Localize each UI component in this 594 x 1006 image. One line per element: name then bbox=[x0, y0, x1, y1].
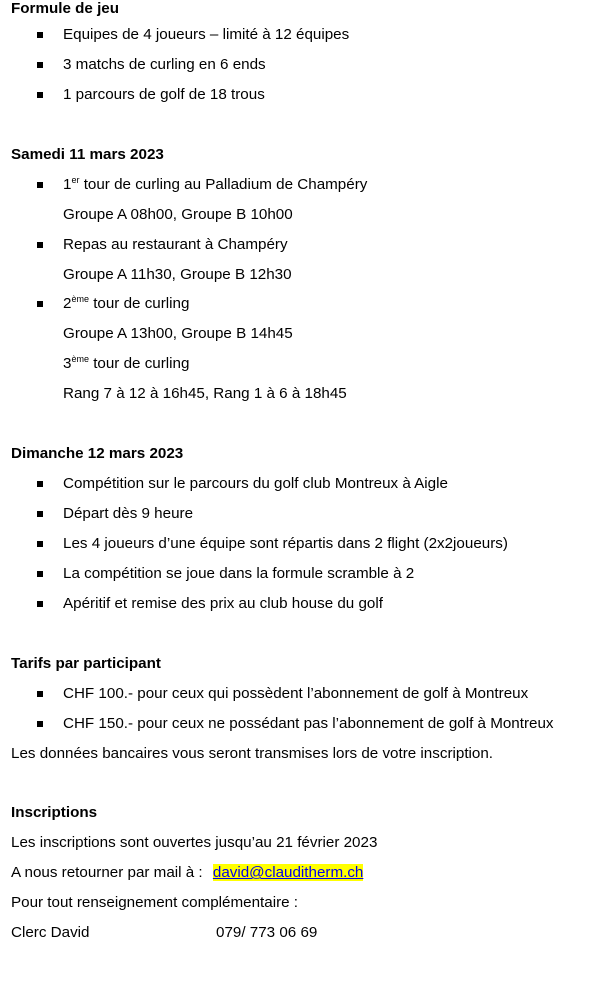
list-item-text bbox=[63, 170, 367, 200]
list-item-text bbox=[63, 289, 189, 319]
ordinal-suffix: er bbox=[71, 174, 80, 185]
list-item bbox=[11, 589, 591, 619]
bullet-icon bbox=[37, 469, 43, 499]
bullet-icon bbox=[37, 559, 43, 589]
list-item-text: Equipes de 4 joueurs – limité à 12 équipes bbox=[63, 26, 350, 43]
list-item bbox=[11, 529, 591, 559]
info-label: Pour tout renseignement complémentaire : bbox=[11, 894, 299, 912]
list-item-detail bbox=[11, 319, 591, 349]
spacer bbox=[11, 619, 591, 649]
ordinal-number: 3 bbox=[63, 355, 72, 373]
schedule-subitem bbox=[63, 349, 189, 379]
bullet-icon bbox=[37, 529, 43, 559]
item-label: tour de curling bbox=[88, 355, 190, 373]
list-item-text: Les 4 joueurs d’une équipe sont répartis dans 2 flight (2x2joueurs) bbox=[63, 534, 508, 552]
section-heading-dimanche: Dimanche 12 mars 2023 bbox=[11, 445, 184, 463]
list-item bbox=[11, 230, 591, 260]
list-item-text: Repas au restaurant à Champéry bbox=[63, 235, 288, 253]
item-label: tour de curling bbox=[88, 295, 190, 313]
ordinal-number: 1 bbox=[63, 175, 72, 193]
document-body bbox=[11, 0, 591, 948]
mail-line bbox=[11, 858, 591, 888]
deadline-text: Les inscriptions sont ouvertes jusqu’au 21 février 2023 bbox=[11, 834, 378, 852]
bullet-icon bbox=[37, 289, 43, 319]
list-item bbox=[11, 559, 591, 589]
contact-name: Clerc David bbox=[11, 924, 90, 942]
list-item-text: 3 matchs de curling en 6 ends bbox=[63, 55, 266, 73]
list-item-text: Départ dès 9 heure bbox=[63, 505, 194, 522]
list-item-detail bbox=[11, 200, 591, 230]
email-link[interactable]: david@clauditherm.ch bbox=[212, 864, 364, 882]
contact-phone: 079/ 773 06 69 bbox=[216, 924, 318, 942]
list-item-text: La compétition se joue dans la formule scramble à 2 bbox=[63, 564, 415, 582]
item-label: tour de curling au Palladium de Champéry bbox=[79, 175, 368, 193]
bank-note: Les données bancaires vous seront transmises lors de votre inscription. bbox=[11, 744, 494, 762]
list-item bbox=[11, 20, 591, 50]
spacer bbox=[11, 409, 591, 439]
list-item bbox=[11, 50, 591, 80]
section-heading-samedi: Samedi 11 mars 2023 bbox=[11, 145, 164, 163]
schedule-detail: Groupe A 08h00, Groupe B 10h00 bbox=[63, 205, 293, 223]
bullet-icon bbox=[37, 679, 43, 709]
list-item bbox=[11, 170, 591, 200]
bullet-icon bbox=[37, 709, 43, 739]
mail-label: A nous retourner par mail à : bbox=[11, 864, 203, 882]
list-item bbox=[11, 679, 591, 709]
list-item-text: CHF 100.- pour ceux qui possèdent l’abonnement de golf à Montreux bbox=[63, 684, 529, 702]
list-item bbox=[11, 469, 591, 499]
list-item-text: 1 parcours de golf de 18 trous bbox=[63, 85, 265, 103]
list-item-text: CHF 150.- pour ceux ne possédant pas l’abonnement de golf à Montreux bbox=[63, 714, 554, 732]
ordinal-number: 2 bbox=[63, 295, 72, 313]
ordinal-suffix: ème bbox=[71, 294, 89, 305]
bullet-icon bbox=[37, 170, 43, 200]
list-item-detail bbox=[11, 260, 591, 290]
list-item-text: Compétition sur le parcours du golf club Montreux à Aigle bbox=[63, 475, 448, 493]
list-item-detail bbox=[11, 349, 591, 379]
spacer bbox=[11, 110, 591, 140]
bullet-icon bbox=[37, 80, 43, 110]
list-item bbox=[11, 289, 591, 319]
list-item bbox=[11, 709, 591, 739]
bullet-icon bbox=[37, 20, 43, 50]
bullet-icon bbox=[37, 499, 43, 529]
bullet-icon bbox=[37, 589, 43, 619]
section-heading-tarifs: Tarifs par participant bbox=[11, 654, 161, 672]
contact-line bbox=[11, 918, 591, 948]
ordinal-suffix: ème bbox=[71, 354, 89, 365]
schedule-detail: Groupe A 13h00, Groupe B 14h45 bbox=[63, 325, 293, 343]
list-item-detail bbox=[11, 379, 591, 409]
list-item bbox=[11, 499, 591, 529]
list-item-text: Apéritif et remise des prix au club house du golf bbox=[63, 594, 383, 612]
bullet-icon bbox=[37, 50, 43, 80]
spacer bbox=[11, 768, 591, 798]
list-item bbox=[11, 80, 591, 110]
schedule-detail: Rang 7 à 12 à 16h45, Rang 1 à 6 à 18h45 bbox=[63, 385, 347, 403]
schedule-detail: Groupe A 11h30, Groupe B 12h30 bbox=[63, 265, 292, 283]
section-heading-formule: Formule de jeu bbox=[11, 0, 120, 17]
bullet-icon bbox=[37, 230, 43, 260]
section-heading-inscriptions: Inscriptions bbox=[11, 804, 98, 822]
